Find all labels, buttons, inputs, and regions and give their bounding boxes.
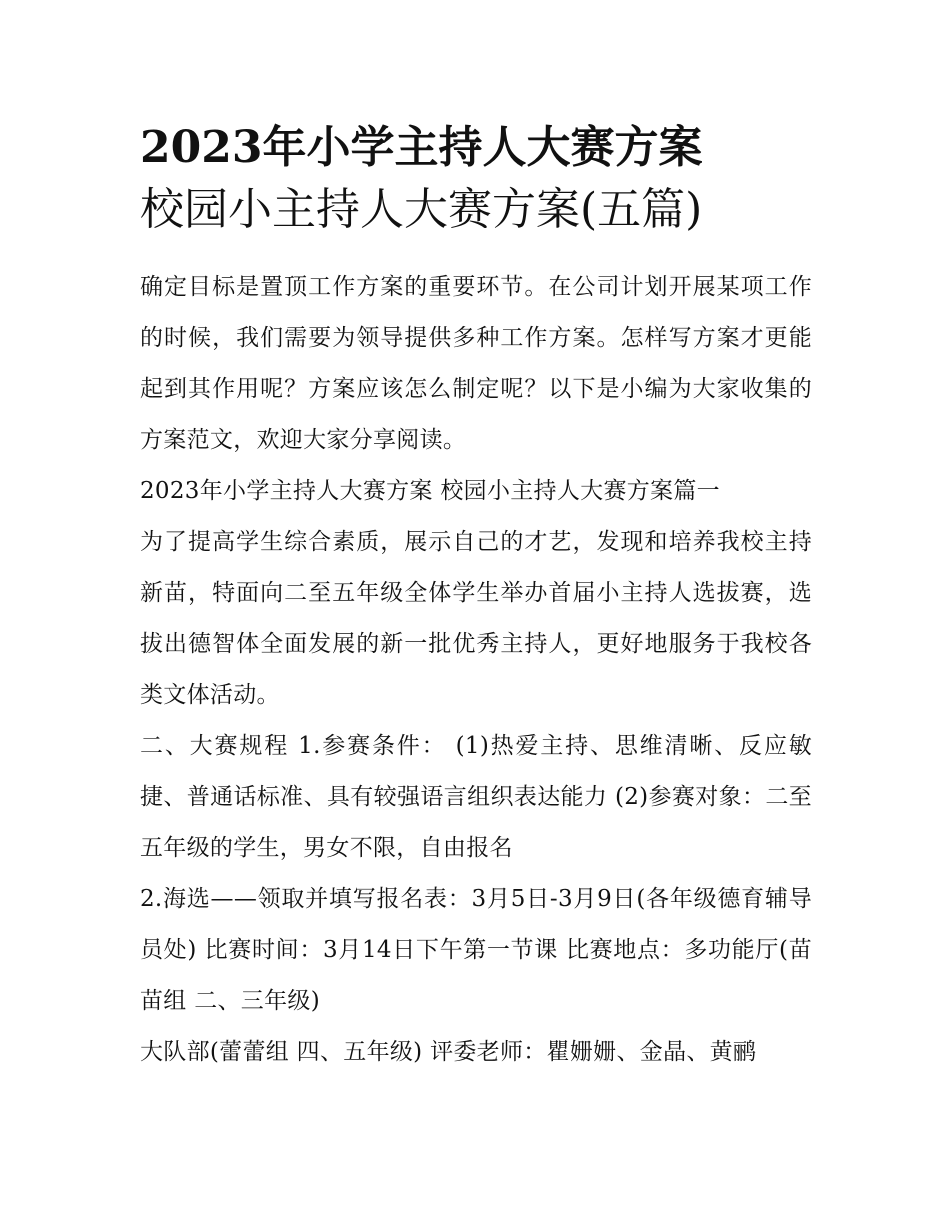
paragraph-intro: 确定目标是置顶工作方案的重要环节。在公司计划开展某项工作的时候，我们需要为领导提供多种工作方案。怎样写方案才更能起到其作用呢？方案应该怎么制定呢？以下是小编为大家收集的方案范文，欢迎大家分享阅读。 xyxy=(140,274,812,453)
paragraph-purpose: 为了提高学生综合素质，展示自己的才艺，发现和培养我校主持新苗，特面向二至五年级全体学生举办首届小主持人选拔赛，选拔出德智体全面发展的新一批优秀主持人，更好地服务于我校各类文体活动。 xyxy=(140,529,812,708)
paragraph-judges: 大队部(蕾蕾组 四、五年级) 评委老师：瞿姗姗、金晶、黄鹂 xyxy=(140,1039,757,1065)
section-heading: 2023年小学主持人大赛方案 校园小主持人大赛方案篇一 xyxy=(140,478,720,504)
paragraph-rules: 二、大赛规程 1.参赛条件： (1)热爱主持、思维清晰、反应敏捷、普通话标准、具有较强语言组织表达能力 (2)参赛对象：二至五年级的学生，男女不限，自由报名 xyxy=(140,733,812,861)
document-body xyxy=(140,262,812,1078)
document-page xyxy=(140,118,812,1078)
paragraph-schedule: 2.海选——领取并填写报名表：3月5日-3月9日(各年级德育辅导员处) 比赛时间：3月14日下午第一节课 比赛地点：多功能厅(苗苗组 二、三年级) xyxy=(140,886,812,1014)
document-title xyxy=(140,118,812,240)
title-line-1: 2023年小学主持人大赛方案 xyxy=(140,122,703,173)
title-line-2: 校园小主持人大赛方案(五篇) xyxy=(140,184,703,235)
